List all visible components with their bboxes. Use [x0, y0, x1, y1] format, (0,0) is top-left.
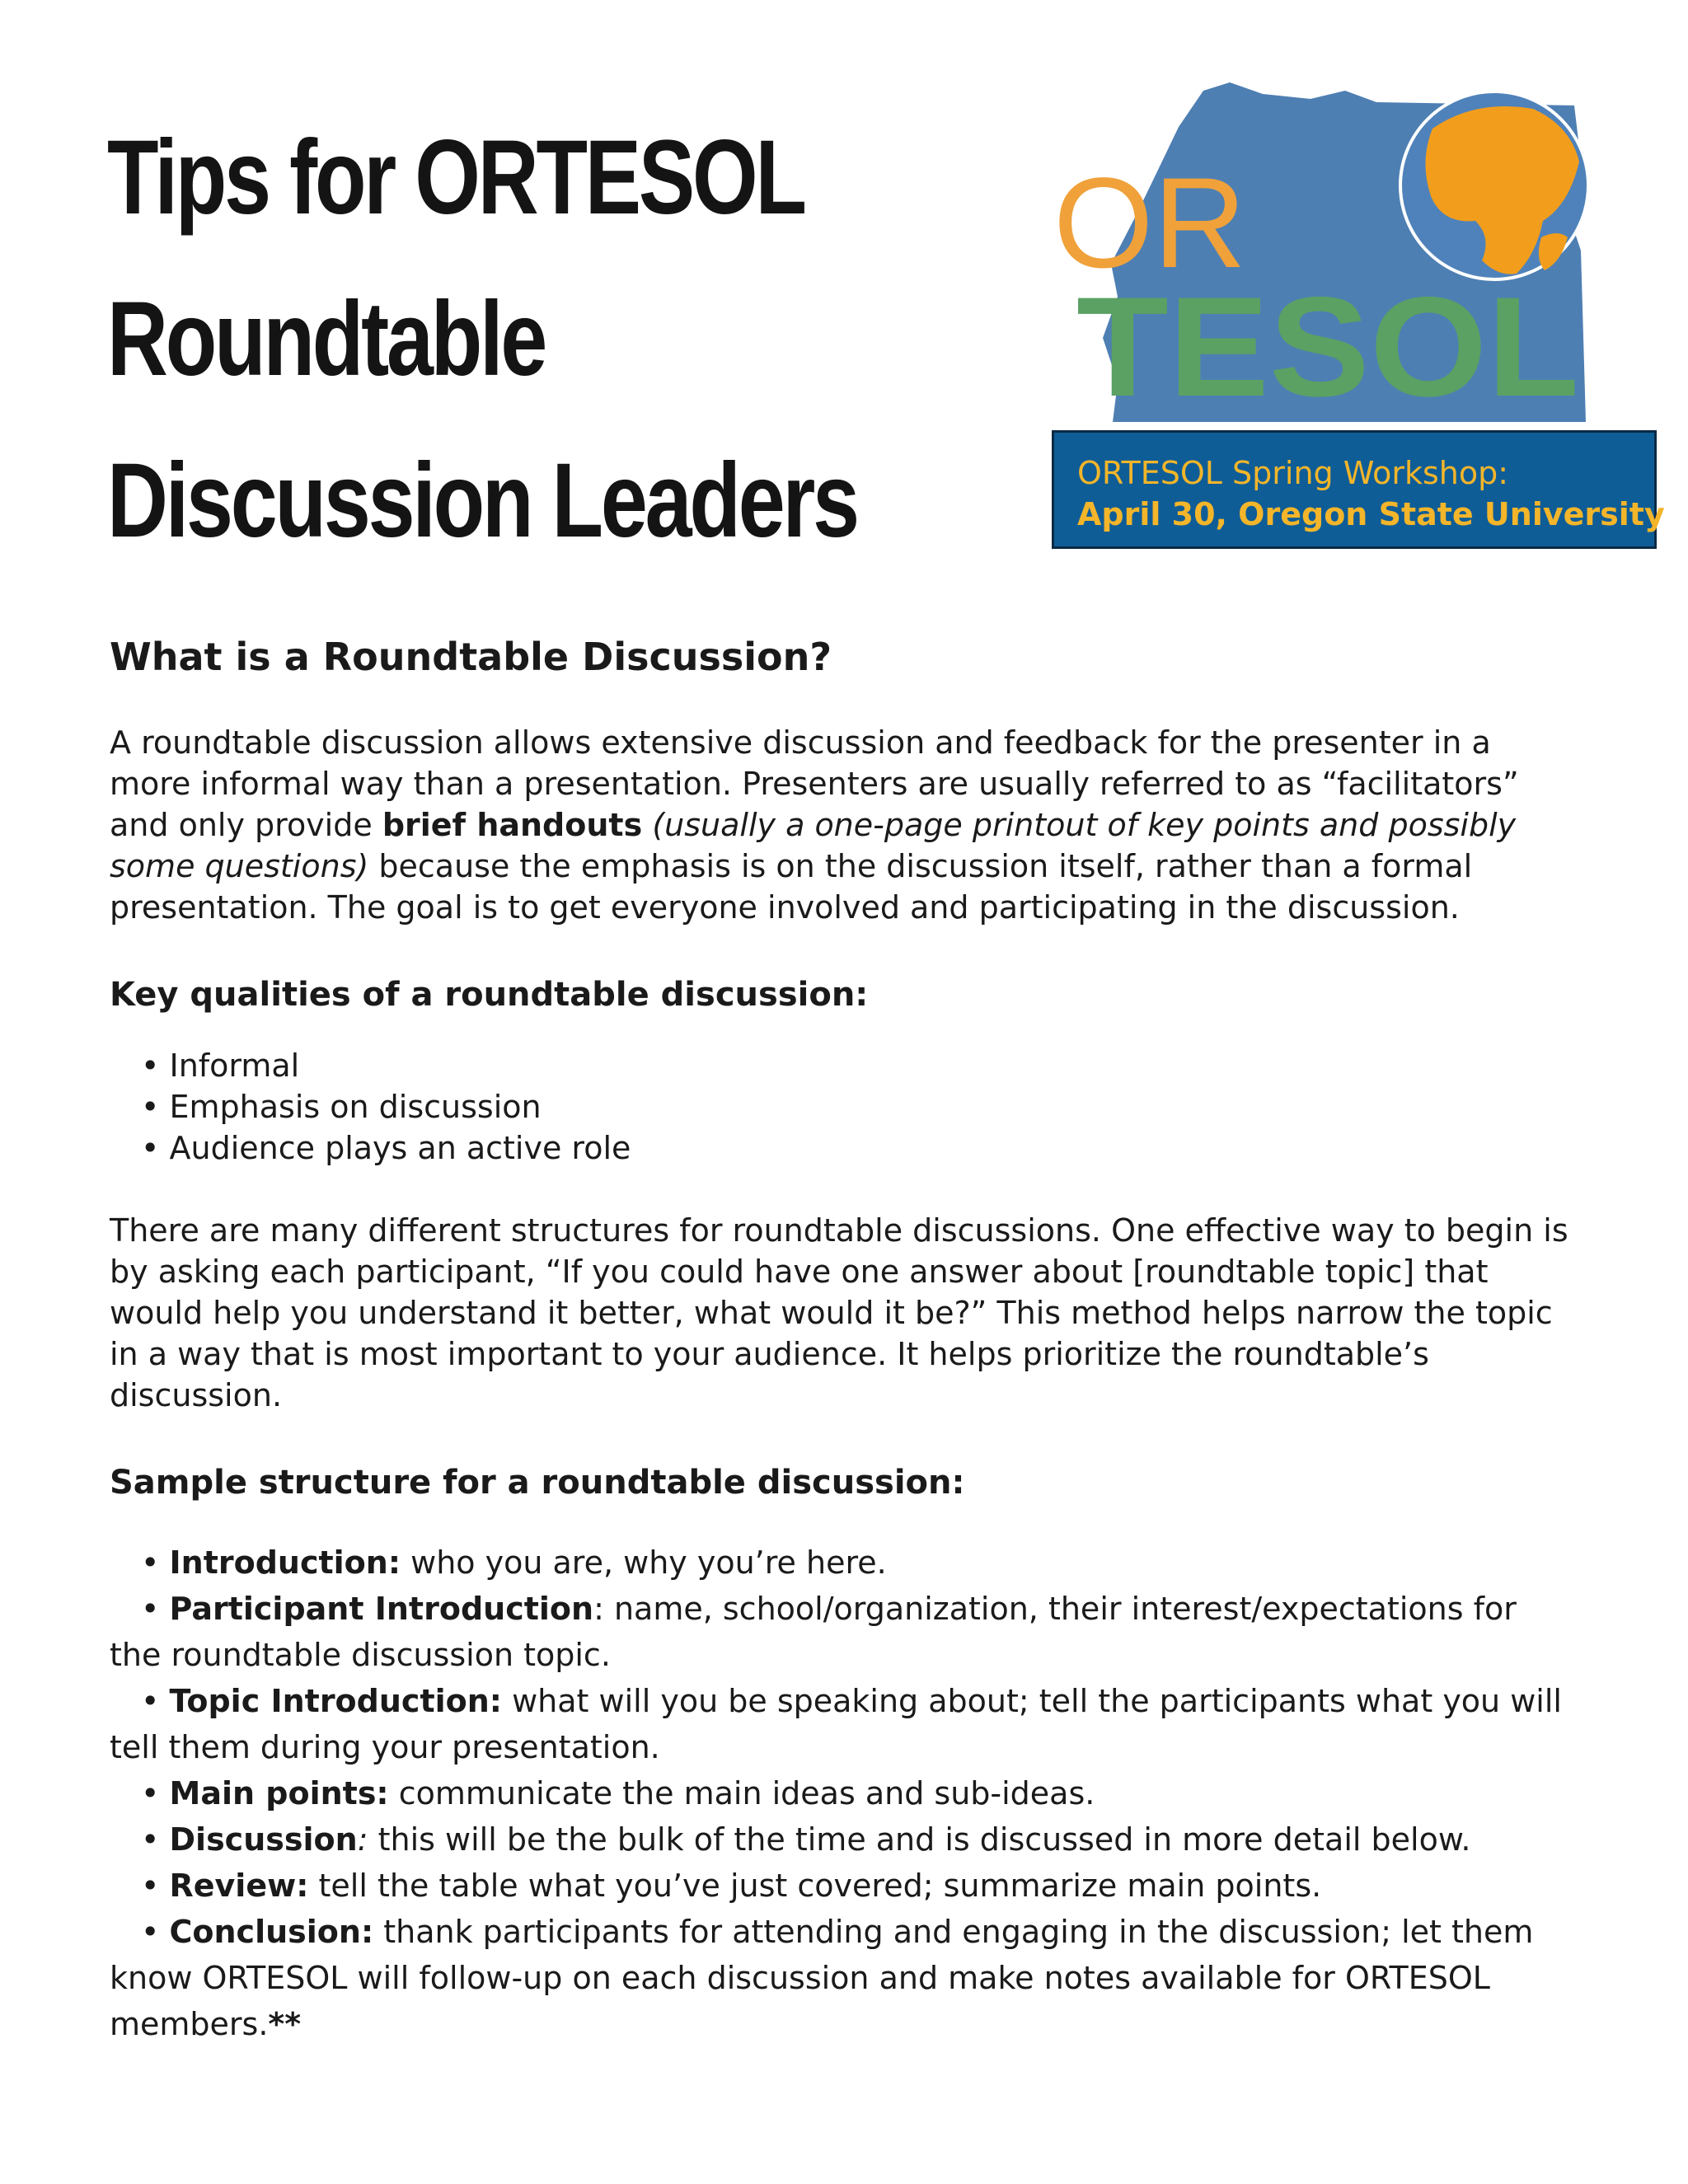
intro-text-start: A roundtable discussion allows extensive discussion and feedback for the presenter in a more informal way than a presentation. Presenters are usually referred to as “facilitators” and only provide — [110, 724, 1519, 843]
sample-structure-list — [110, 1540, 1577, 2047]
logo-tesol-text: TESOL — [1076, 268, 1579, 426]
section-heading-what-is: What is a Roundtable Discussion? — [110, 635, 832, 679]
title-line-2: Roundtable — [107, 280, 546, 398]
section-heading-key-qualities: Key qualities of a roundtable discussion: — [110, 976, 869, 1014]
intro-text-end: because the emphasis is on the discussion itself, rather than a formal presentation. The goal is to get everyone involved and participating in the discussion. — [110, 848, 1473, 926]
structures-paragraph: There are many different structures for roundtable discussions. One effective way to begin is by asking each participant, “If you could have one answer about [roundtable topic] that would help you understand it better, what would it be?” This method helps narrow the topic in a way that is most important to your audience. It helps prioritize the roundtable’s discussion. — [110, 1212, 1568, 1413]
ortesol-logo — [1047, 76, 1599, 430]
page-title — [107, 97, 859, 582]
key-qualities-list — [141, 1045, 1577, 1169]
list-item: • Introduction: who you are, why you’re here. — [110, 1540, 1577, 1586]
list-item: • Informal — [141, 1045, 1577, 1086]
title-line-1: Tips for ORTESOL — [107, 119, 804, 237]
list-item: • Conclusion: thank participants for attending and engaging in the discussion; let them know ORTESOL will follow-up on each discussion and make notes available for ORTESOL members.** — [110, 1909, 1577, 2047]
logo-or-text: OR — [1053, 152, 1246, 295]
main-content — [110, 635, 1577, 2047]
intro-bold-handouts: brief handouts — [382, 807, 643, 843]
list-item: • Participant Introduction: name, school/organization, their interest/expectations for the roundtable discussion topic. — [110, 1586, 1577, 1678]
title-line-3: Discussion Leaders — [107, 442, 857, 560]
list-item: • Main points: communicate the main ideas and sub-ideas. — [110, 1770, 1577, 1816]
list-item: • Topic Introduction: what will you be speaking about; tell the participants what you will tell them during your presentation. — [110, 1678, 1577, 1770]
list-item: • Review: tell the table what you’ve just covered; summarize main points. — [110, 1863, 1577, 1909]
banner-line-2: April 30, Oregon State University — [1077, 496, 1665, 532]
intro-italic-note: (usually a one-page printout of key points and possibly some questions) — [110, 807, 1517, 884]
section-heading-sample-structure: Sample structure for a roundtable discussion: — [110, 1464, 965, 1502]
workshop-banner — [1052, 430, 1665, 549]
banner-line-1: ORTESOL Spring Workshop: — [1077, 455, 1509, 491]
list-item: • Discussion: this will be the bulk of the time and is discussed in more detail below. — [110, 1816, 1577, 1863]
list-item: • Audience plays an active role — [141, 1127, 1577, 1169]
intro-paragraph — [110, 722, 1577, 928]
list-item: • Emphasis on discussion — [141, 1086, 1577, 1127]
